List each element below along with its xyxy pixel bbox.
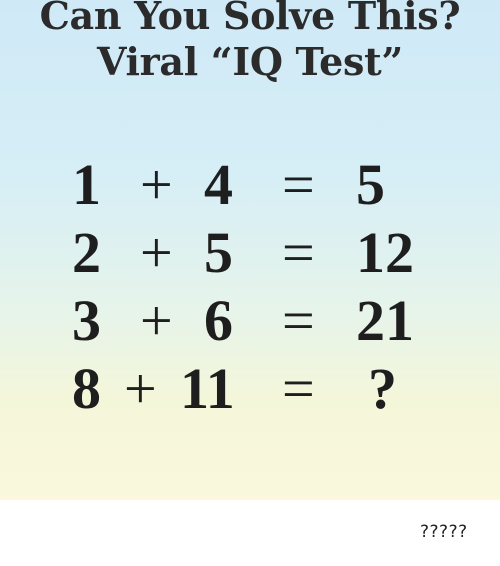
equation-row-1 [0, 150, 500, 220]
equals-sign: = [282, 356, 315, 421]
equation-result: 21 [356, 288, 414, 353]
equation-operand-b: 5 [204, 220, 233, 285]
equation-operand-a: 8 [72, 356, 101, 421]
title-line-1: Can You Solve This? [39, 0, 461, 38]
equation-operand-a: 3 [72, 288, 101, 353]
equation-result: 12 [356, 220, 414, 285]
equation-operand-a: 2 [72, 220, 101, 285]
equations [0, 150, 500, 430]
plus-sign: + [140, 152, 173, 217]
title-line-2: Viral “IQ Test” [97, 39, 403, 84]
equation-operand-b: 11 [180, 356, 235, 421]
equation-row-3 [0, 286, 500, 356]
equation-operand-b: 6 [204, 288, 233, 353]
equation-result-unknown: ? [368, 356, 397, 421]
plus-sign: + [124, 356, 157, 421]
equation-row-2 [0, 218, 500, 288]
equation-result: 5 [356, 152, 385, 217]
equals-sign: = [282, 288, 315, 353]
equals-sign: = [282, 220, 315, 285]
plus-sign: + [140, 220, 173, 285]
equation-operand-a: 1 [72, 152, 101, 217]
equation-operand-b: 4 [204, 152, 233, 217]
caption-text: ????? [420, 522, 468, 542]
equals-sign: = [282, 152, 315, 217]
plus-sign: + [140, 288, 173, 353]
equation-row-4 [0, 354, 500, 424]
